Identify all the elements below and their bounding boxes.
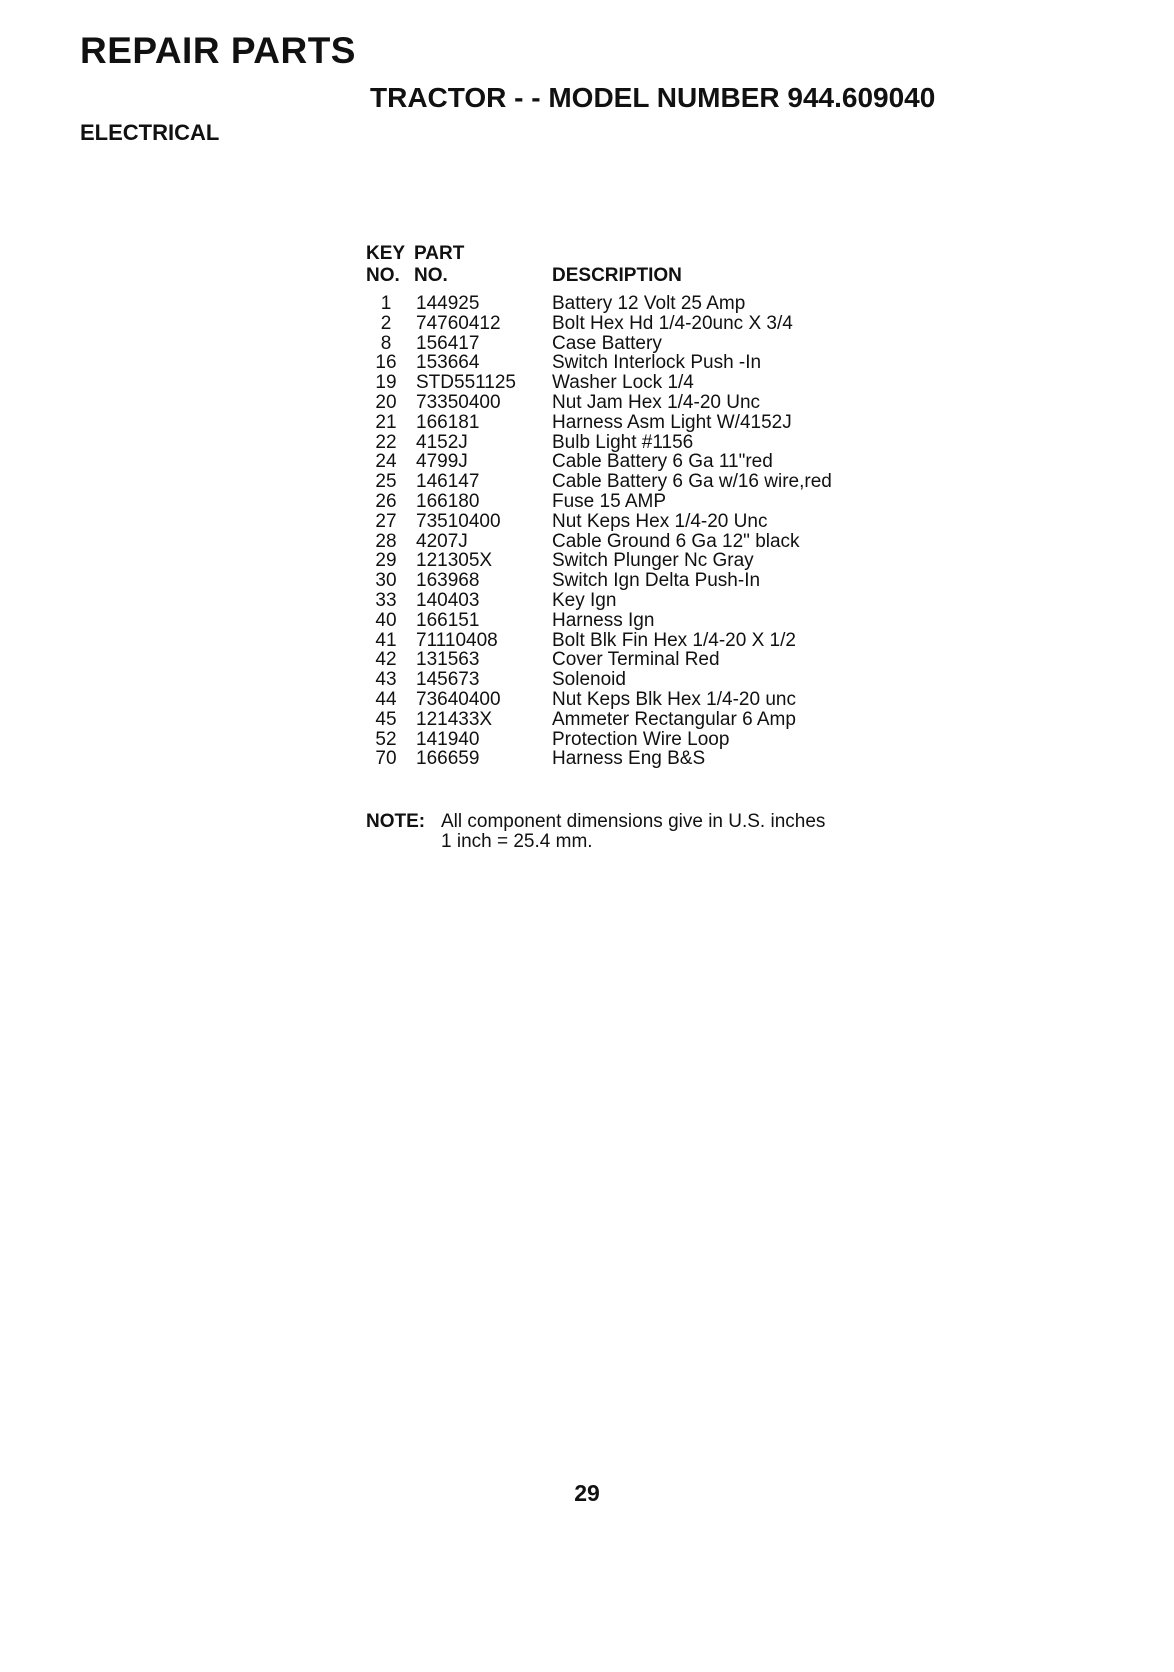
part-no-cell: 4152J	[416, 431, 468, 453]
key-no-cell: 2	[380, 312, 392, 334]
key-no-cell: 20	[375, 391, 397, 413]
part-no-cell: 121305X	[416, 550, 493, 572]
parts-table-body	[366, 294, 872, 769]
key-no-cell: 27	[375, 510, 397, 532]
table-row	[366, 749, 872, 769]
key-no-cell: 28	[375, 530, 397, 552]
table-row	[366, 611, 872, 631]
table-row	[366, 393, 872, 413]
part-no-cell: 141940	[416, 728, 480, 750]
description-cell: Harness Asm Light W/4152J	[552, 411, 792, 433]
description-cell: Washer Lock 1/4	[552, 372, 694, 394]
key-no-cell: 70	[375, 748, 397, 770]
part-no-cell: 166151	[416, 609, 480, 631]
description-cell: Switch Interlock Push -In	[552, 352, 762, 374]
description-cell: Key Ign	[552, 589, 617, 611]
note-label: NOTE:	[366, 811, 426, 832]
note-text	[441, 812, 825, 852]
description-cell: Battery 12 Volt 25 Amp	[552, 293, 746, 314]
table-row	[366, 334, 872, 354]
part-no-cell: 131563	[416, 649, 480, 671]
key-no-cell: 22	[375, 431, 397, 453]
description-cell: Case Battery	[552, 332, 662, 354]
part-no-cell: 4799J	[416, 451, 468, 473]
table-row	[366, 492, 872, 512]
key-no-cell: 42	[375, 649, 397, 671]
part-no-cell: 73640400	[416, 688, 501, 710]
header-row	[366, 265, 872, 294]
key-no-cell: 24	[375, 451, 397, 473]
key-no-cell: 8	[380, 332, 392, 354]
description-header: DESCRIPTION	[552, 265, 682, 286]
table-row	[366, 413, 872, 433]
description-cell: Solenoid	[552, 669, 626, 691]
description-cell: Nut Keps Blk Hex 1/4-20 unc	[552, 688, 796, 710]
part-no-cell: 166659	[416, 748, 480, 770]
table-row	[366, 294, 872, 314]
part-no-cell: 140403	[416, 589, 480, 611]
part-no-header: NO.	[414, 265, 448, 286]
table-row	[366, 452, 872, 472]
part-no-cell: 153664	[416, 352, 480, 374]
parts-table	[366, 243, 872, 769]
section-heading: ELECTRICAL	[80, 120, 220, 145]
table-row	[366, 670, 872, 690]
part-no-cell: 145673	[416, 669, 480, 691]
key-no-cell: 26	[375, 490, 397, 512]
description-cell: Cover Terminal Red	[552, 649, 720, 671]
table-row	[366, 532, 872, 552]
description-cell: Nut Keps Hex 1/4-20 Unc	[552, 510, 768, 532]
description-cell: Cable Battery 6 Ga w/16 wire,red	[552, 471, 832, 493]
table-row	[366, 650, 872, 670]
header-row	[366, 243, 872, 265]
key-no-cell: 19	[375, 372, 397, 394]
key-no-cell: 16	[375, 352, 397, 374]
note-line: All component dimensions give in U.S. inches	[441, 811, 826, 832]
description-cell: Bolt Hex Hd 1/4-20unc X 3/4	[552, 312, 793, 334]
part-no-cell: 73510400	[416, 510, 501, 532]
key-no-cell: 25	[375, 471, 397, 493]
parts-table-header	[366, 243, 872, 294]
key-no-header: NO.	[366, 265, 400, 286]
part-no-cell: 146147	[416, 471, 480, 493]
description-cell: Cable Ground 6 Ga 12" black	[552, 530, 800, 552]
table-row	[366, 373, 872, 393]
note-line: 1 inch = 25.4 mm.	[441, 831, 593, 852]
table-row	[366, 690, 872, 710]
key-no-cell: 41	[375, 629, 397, 651]
part-no-cell: 166181	[416, 411, 480, 433]
description-cell: Harness Eng B&S	[552, 748, 706, 770]
description-cell: Protection Wire Loop	[552, 728, 730, 750]
description-cell: Harness Ign	[552, 609, 655, 631]
table-row	[366, 631, 872, 651]
description-cell: Bolt Blk Fin Hex 1/4-20 X 1/2	[552, 629, 796, 651]
table-row	[366, 314, 872, 334]
part-header: PART	[414, 243, 465, 264]
note	[366, 812, 825, 852]
key-header: KEY	[366, 243, 406, 264]
description-cell: Fuse 15 AMP	[552, 490, 667, 512]
description-cell: Switch Ign Delta Push-In	[552, 570, 761, 592]
table-row	[366, 353, 872, 373]
key-no-cell: 52	[375, 728, 397, 750]
page-number: 29	[574, 1480, 600, 1506]
key-no-cell: 43	[375, 669, 397, 691]
table-row	[366, 472, 872, 492]
part-no-cell: 166180	[416, 490, 480, 512]
description-header-top	[552, 243, 872, 265]
part-no-cell: 4207J	[416, 530, 468, 552]
part-no-cell: 74760412	[416, 312, 501, 334]
description-cell: Ammeter Rectangular 6 Amp	[552, 708, 796, 730]
table-row	[366, 730, 872, 750]
key-no-cell: 21	[375, 411, 397, 433]
key-no-cell: 44	[375, 688, 397, 710]
key-no-cell: 45	[375, 708, 397, 730]
model-number-heading: TRACTOR - - MODEL NUMBER 944.609040	[370, 82, 936, 113]
part-no-cell: 121433X	[416, 708, 493, 730]
key-no-cell: 1	[380, 293, 392, 314]
description-cell: Bulb Light #1156	[552, 431, 694, 453]
description-cell: Nut Jam Hex 1/4-20 Unc	[552, 391, 761, 413]
key-no-cell: 33	[375, 589, 397, 611]
part-no-cell: 144925	[416, 293, 480, 314]
table-row	[366, 433, 872, 453]
part-no-cell: 73350400	[416, 391, 501, 413]
key-no-cell: 40	[375, 609, 397, 631]
description-cell: Cable Battery 6 Ga 11"red	[552, 451, 773, 473]
table-row	[366, 571, 872, 591]
table-row	[366, 710, 872, 730]
part-no-cell: STD551125	[416, 372, 516, 394]
part-no-cell: 71110408	[416, 629, 498, 651]
table-row	[366, 551, 872, 571]
page-title: REPAIR PARTS	[80, 30, 356, 71]
table-row	[366, 591, 872, 611]
key-no-cell: 29	[375, 550, 397, 572]
part-no-cell: 163968	[416, 570, 480, 592]
part-no-cell: 156417	[416, 332, 480, 354]
key-no-cell: 30	[375, 570, 397, 592]
description-cell: Switch Plunger Nc Gray	[552, 550, 754, 572]
table-row	[366, 512, 872, 532]
